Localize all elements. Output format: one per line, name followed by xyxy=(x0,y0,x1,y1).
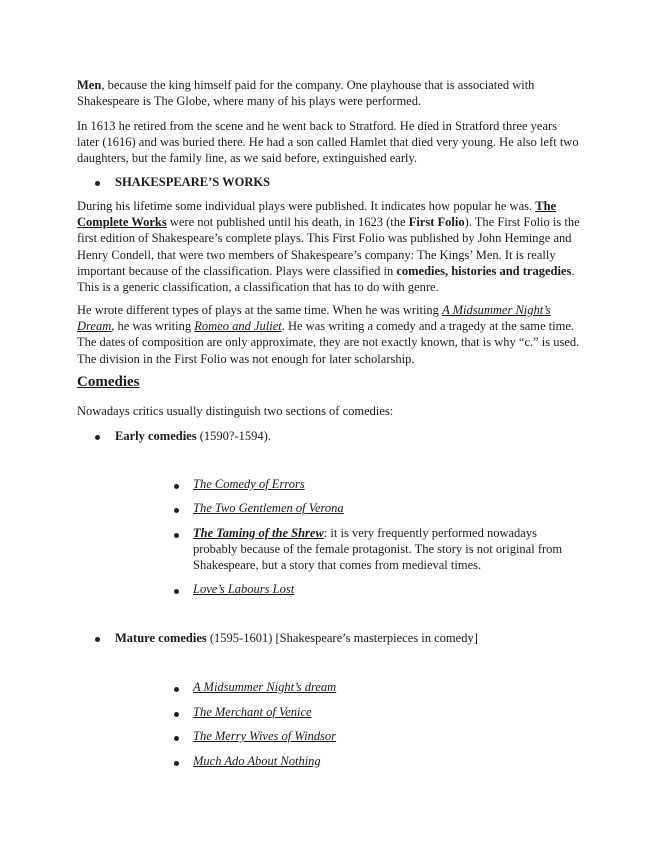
paragraph-two-sections: Nowadays critics usually distinguish two sections of comedies: xyxy=(77,404,394,418)
bullet-dot xyxy=(174,705,179,721)
paragraph-text: , because the king himself paid for the company. One playhouse that is associated with Shakespeare is The Globe, where many of his plays were performed. xyxy=(77,78,535,109)
bold-genres: comedies, histories and tragedies xyxy=(396,263,572,278)
paragraph-retirement: In 1613 he retired from the scene and he went back to Stratford. He died in Stratford three years later (1616) and was buried there. He had a son called Hamlet that died very young. He also left two daughters, but the family line, as we said before, extinguished early. xyxy=(77,119,579,166)
title-two-gentlemen: The Two Gentlemen of Verona xyxy=(193,501,344,515)
paragraph-first-folio: During his lifetime some individual plays were published. It indicates how popular he was. The Complete Works were not published until his death, in 1623 (the First Folio). The First Folio is the first edition of Shakespeare’s complete plays. This First Folio was published by John Heminge and Henry Condell, that were two members of Shakespeare’s company: The Kings’ Men. It is really important because of the classification. Plays were classified in comedies, histories and tragedies. This is a generic classification, a classification that has to do with genre. xyxy=(77,199,580,295)
bullet-dot xyxy=(95,174,100,190)
title-midsummer-dream: A Midsummer Night’s dream xyxy=(193,680,337,694)
paragraph-composition-dates: He wrote different types of plays at the same time. When he was writing A Midsummer Night’s Dream, he was writing Romeo and Juliet. He was writing a comedy and a tragedy at the same time. The dates of composition are only approximate, they are not exactly known, that is why “c.” is used. The division in the First Folio was not enough for later scholarship. xyxy=(77,303,580,366)
title-merchant-venice: The Merchant of Venice xyxy=(193,705,312,719)
list-item xyxy=(193,728,336,744)
bullet-dot xyxy=(174,729,179,745)
list-item xyxy=(193,753,321,769)
list-item xyxy=(193,581,294,597)
title-comedy-of-errors: The Comedy of Errors xyxy=(193,477,305,491)
bullet-dot xyxy=(174,680,179,696)
list-item xyxy=(193,500,344,516)
bullet-dot xyxy=(95,630,100,646)
list-item xyxy=(193,679,336,695)
bullet-dot xyxy=(174,477,179,493)
paragraph-kings-men xyxy=(77,77,582,109)
link-complete-works: The Complete Works xyxy=(77,199,557,230)
title-loves-labours: Love’s Labours Lost xyxy=(193,582,295,596)
bold-first-folio: First Folio xyxy=(408,215,465,230)
heading-comedies: Comedies xyxy=(77,374,140,390)
list-item: The Taming of the Shrew: it is very frequently performed nowadays probably because of the female protagonist. The story is not original from Shakespeare, but a story that comes from medieval times. xyxy=(193,526,563,572)
section-heading-works: SHAKESPEARE’S WORKS xyxy=(115,175,271,189)
title-romeo-juliet: Romeo and Juliet xyxy=(194,319,282,334)
bullet-dot xyxy=(95,428,100,444)
bullet-dot xyxy=(174,582,179,598)
title-much-ado: Much Ado About Nothing xyxy=(193,754,321,768)
bullet-dot xyxy=(174,754,179,770)
early-comedies-label: Early comedies (1590?-1594). xyxy=(115,429,271,443)
mature-comedies-label: Mature comedies (1595-1601) [Shakespeare’s masterpieces in comedy] xyxy=(115,631,478,645)
bullet-dot xyxy=(174,526,179,542)
title-midsummer: A Midsummer Night’s Dream xyxy=(77,303,551,334)
list-item xyxy=(193,704,312,720)
bullet-dot xyxy=(174,501,179,517)
list-item xyxy=(193,476,305,492)
title-taming-shrew: The Taming of the Shrew xyxy=(193,526,324,540)
title-merry-wives: The Merry Wives of Windsor xyxy=(193,729,337,743)
bold-men: Men xyxy=(77,78,102,92)
